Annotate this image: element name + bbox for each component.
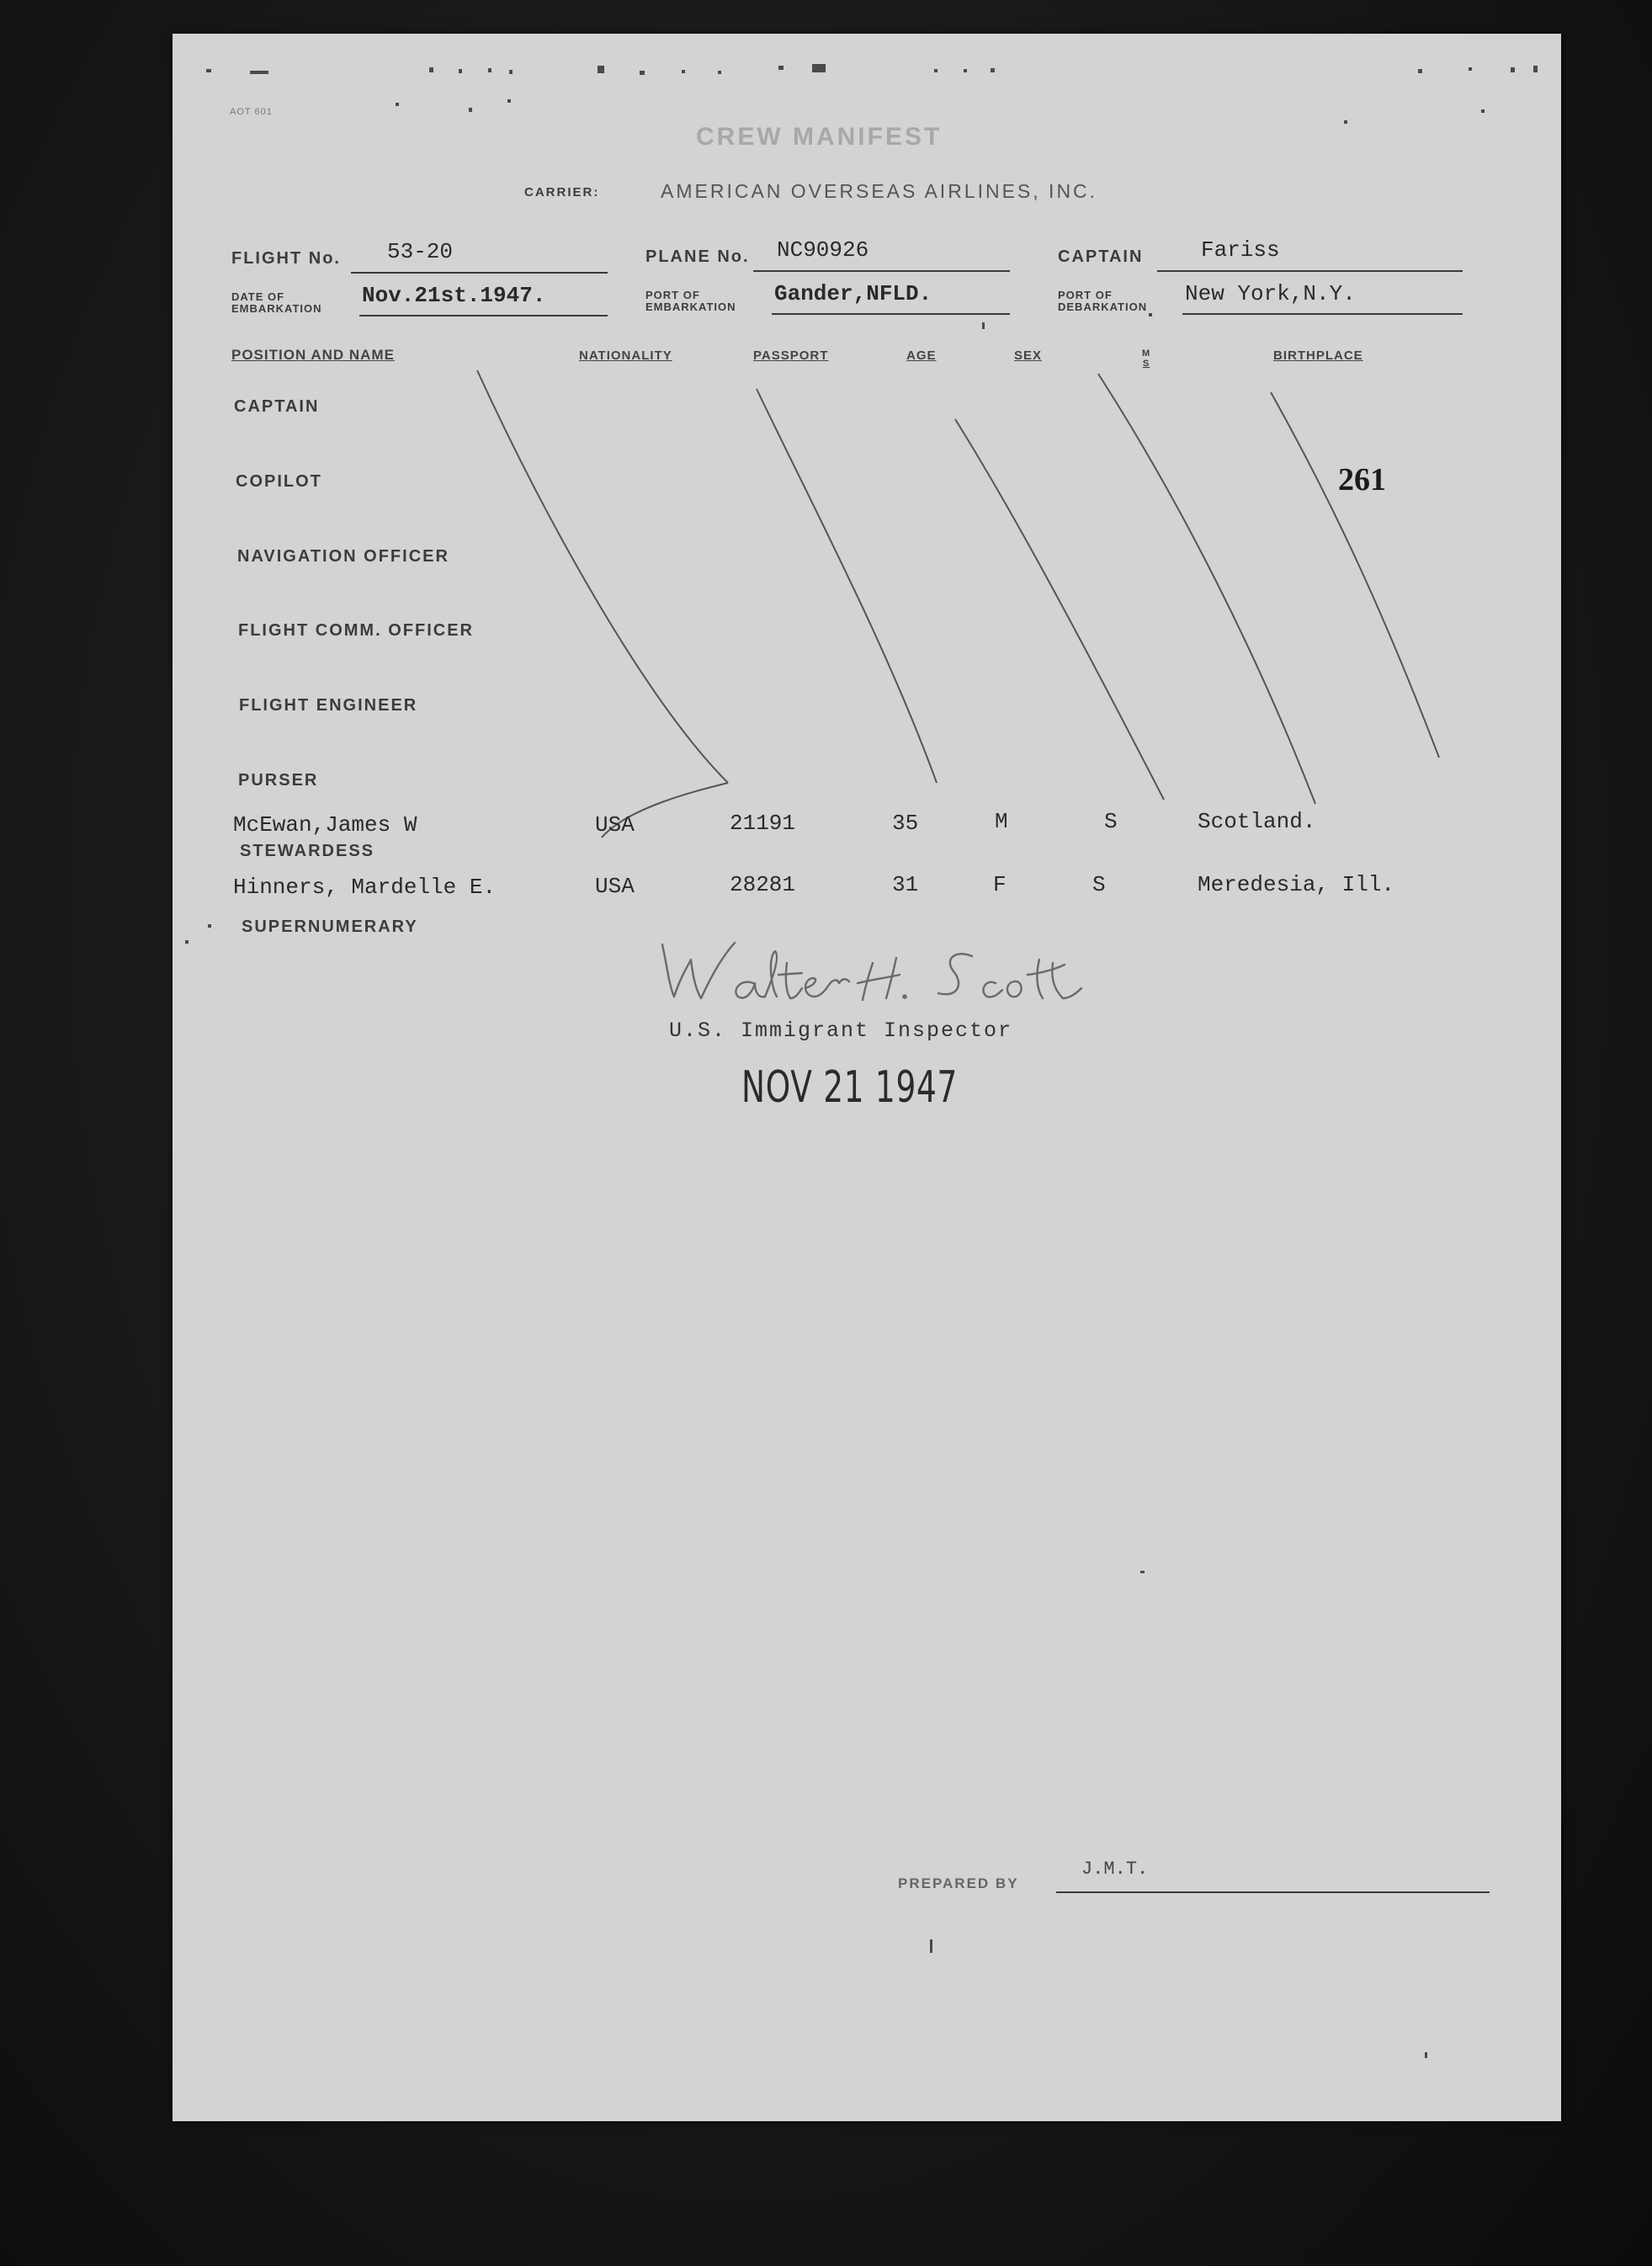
crew-nationality: USA [595, 874, 635, 899]
date-stamp: NOV 21 1947 [741, 1062, 959, 1113]
crew-manifest-sheet [173, 34, 1561, 2121]
embarkation-port-label-line1: PORT OF [645, 289, 700, 301]
plane-number-value: NC90926 [777, 237, 869, 263]
crew-name: McEwan,James W [233, 812, 417, 838]
position-supernumerary: SUPERNUMERARY [242, 918, 418, 936]
crew-passport: 28281 [730, 872, 796, 897]
position-flight-comm-officer: FLIGHT COMM. OFFICER [238, 621, 474, 640]
crew-sex: M [995, 809, 1008, 834]
debarkation-port-label-line1: PORT OF [1058, 289, 1113, 301]
embarkation-date-value: Nov.21st.1947. [362, 283, 546, 308]
embarkation-port-label-line2: EMBARKATION [645, 301, 736, 313]
prepared-by-line [1056, 1891, 1490, 1893]
debarkation-port-value: New York,N.Y. [1185, 281, 1356, 306]
crew-marital-status: S [1104, 809, 1118, 834]
column-header-birthplace: BIRTHPLACE [1273, 348, 1363, 363]
crew-name: Hinners, Mardelle E. [233, 875, 497, 900]
position-flight-engineer: FLIGHT ENGINEER [239, 696, 418, 715]
prepared-by-label: PREPARED BY [898, 1875, 1019, 1891]
crew-sex: F [993, 872, 1007, 897]
crew-passport: 21191 [730, 811, 796, 836]
position-copilot: COPILOT [236, 472, 322, 491]
column-header-nationality: NATIONALITY [579, 348, 672, 363]
crew-birthplace: Scotland. [1198, 809, 1316, 834]
debarkation-port-label-line2: DEBARKATION [1058, 301, 1148, 313]
carrier-label: CARRIER: [524, 185, 600, 199]
column-header-sex: SEX [1014, 348, 1043, 363]
column-header-marital-status-line2: S [1142, 359, 1150, 369]
column-header-position-name: POSITION AND NAME [231, 347, 395, 363]
page-number: 261 [1338, 462, 1386, 497]
crew-marital-status: S [1092, 872, 1106, 897]
captain-label: CAPTAIN [1058, 247, 1144, 266]
form-code: AOT 601 [230, 107, 273, 117]
flight-number-label: FLIGHT No. [231, 249, 341, 268]
flight-number-value: 53-20 [387, 239, 454, 264]
captain-value: Fariss [1201, 237, 1280, 263]
inspector-title: U.S. Immigrant Inspector [669, 1019, 1013, 1043]
document-title: CREW MANIFEST [696, 123, 943, 151]
position-navigation-officer: NAVIGATION OFFICER [237, 547, 449, 566]
column-header-passport: PASSPORT [753, 348, 829, 363]
plane-number-label: PLANE No. [645, 247, 750, 266]
position-captain: CAPTAIN [234, 397, 320, 416]
column-header-marital-status-line1: M [1142, 348, 1151, 359]
crew-nationality: USA [595, 812, 635, 838]
column-header-age: AGE [906, 348, 937, 363]
embarkation-date-label-line2: EMBARKATION [231, 302, 322, 315]
embarkation-port-value: Gander,NFLD. [774, 281, 932, 306]
carrier-name: AMERICAN OVERSEAS AIRLINES, INC. [661, 180, 1098, 202]
position-stewardess: STEWARDESS [240, 842, 375, 860]
embarkation-date-label-line1: DATE OF [231, 290, 285, 303]
crew-age: 31 [892, 872, 919, 897]
prepared-by-value: J.M.T. [1081, 1859, 1149, 1880]
crew-birthplace: Meredesia, Ill. [1198, 872, 1395, 897]
crew-age: 35 [892, 811, 919, 836]
position-purser: PURSER [238, 771, 319, 790]
